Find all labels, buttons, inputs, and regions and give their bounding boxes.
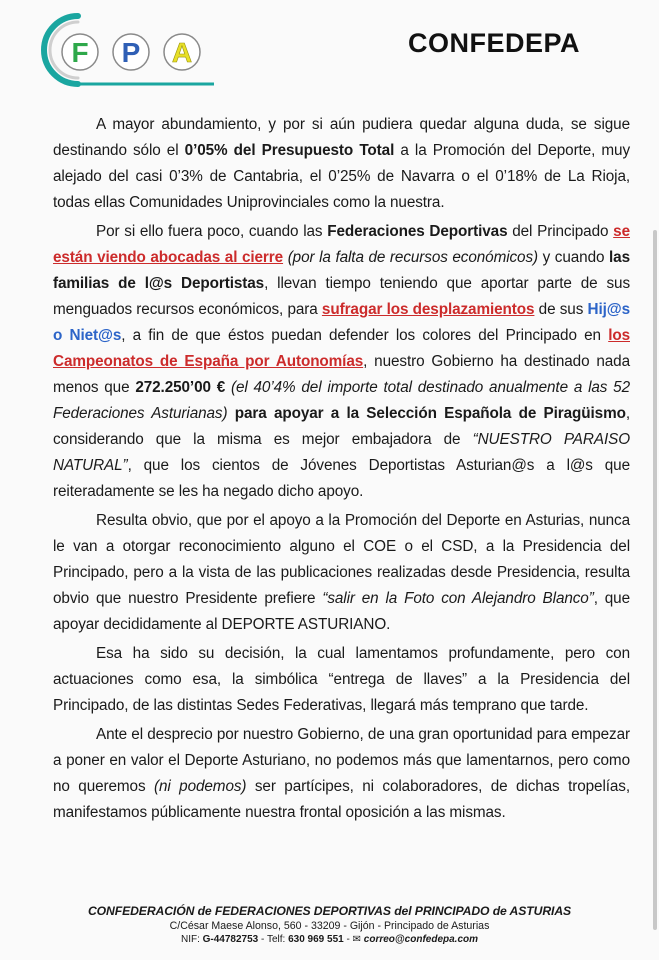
logo-letter-f: F (71, 37, 89, 68)
text-run-red: sufragar los desplazamientos (321, 301, 535, 318)
text-run: Por si ello fuera poco, cuando las (96, 223, 328, 240)
brand-title: CONFEDEPA (408, 28, 581, 58)
text-run: , que apoyar decididamente al DEPORTE ASTURIANO. (53, 590, 630, 633)
nif-value: G-44782753 (202, 934, 259, 945)
mail-icon: ✉ (352, 934, 362, 945)
footer-contact (0, 934, 659, 945)
letter-body (53, 112, 630, 829)
text-run: Esa ha sido su decisión, la cual lamentamos profundamente, pero con actuaciones como esa, la simbólica “entrega de llaves” a la Presidencia del Principado, de las distintas Sedes Federativas, llegará más temprano que tarde. (53, 645, 630, 714)
paragraph-5 (53, 722, 630, 826)
text-run-b: para apoyar a la Selección Española de Piragüismo (234, 405, 626, 422)
text-run: , considerando que la misma es mejor embajadora de (53, 405, 630, 448)
text-run-b: 272.250’00 € (135, 379, 226, 396)
footer (0, 904, 659, 945)
logo-letter-p: P (121, 37, 141, 68)
text-run-red: los Campeonatos de España por Autonomías (53, 327, 630, 370)
text-run-b: 0’05% del Presupuesto Total (184, 142, 395, 159)
text-run-red: se están viendo abocadas al cierre (53, 223, 630, 266)
text-run-b: Federaciones Deportivas (327, 223, 508, 240)
text-run: , nuestro Gobierno ha destinado nada menos que (53, 353, 630, 396)
text-run: Resulta obvio, que por el apoyo a la Promoción del Deporte en Asturias, nunca le van a otorgar reconocimiento alguno el COE o el CSD, a la Presidencia del Principado, pero a la vista de las publicaciones realizadas desde Presidencia, resulta obvio que nuestro Presidente prefiere (53, 512, 630, 607)
text-run: A mayor abundamiento, y por si aún pudiera quedar alguna duda, se sigue destinando sólo el (53, 116, 630, 159)
text-run: de sus (534, 301, 588, 318)
tel-label: - Telf: (261, 934, 286, 945)
text-run-b: las familias de l@s Deportistas (53, 249, 630, 292)
paragraph-1 (53, 112, 630, 216)
text-run (227, 405, 234, 422)
text-run-i: (el 40’4% del importe total destinado anualmente a las 52 Federaciones Asturianas) (53, 379, 630, 422)
email-link[interactable]: correo@confedepa.com (363, 934, 479, 945)
text-run: , llevan tiempo teniendo que aportar parte de sus menguados recursos económicos, para (53, 275, 630, 318)
text-run-blue: Hij@s o Niet@s (53, 301, 630, 344)
footer-address: C/César Maese Alonso, 560 - 33209 - Gijón - Principado de Asturias (169, 920, 490, 932)
text-run: , a fin de que éstos puedan defender los colores del Principado en (121, 327, 609, 344)
text-run: Ante el desprecio por nuestro Gobierno, de una gran oportunidad para empezar a poner en valor el Deporte Asturiano, no podemos más que lamentarnos, pero como no queremos (53, 726, 630, 795)
text-run: y cuando (538, 249, 610, 266)
text-run-i: “salir en la Foto con Alejandro Blanco” (322, 590, 594, 607)
text-run-i: (ni podemos) (154, 778, 247, 795)
text-run: a la Promoción del Deporte, muy alejado del casi 0’3% de Cantabria, el 0’25% de Navarra o el 0’18% de La Rioja, todas ellas Comunidades Uniprovinciales como la nuestra. (53, 142, 631, 211)
fpa-logo (34, 8, 234, 92)
logo-letter-a: A (171, 37, 193, 68)
paragraph-3 (53, 508, 630, 638)
text-run-i: “NUESTRO PARAISO NATURAL” (53, 431, 631, 474)
text-run: , que los cientos de Jóvenes Deportistas Asturian@s a l@s que reiteradamente se les ha negado dicho apoyo. (53, 457, 630, 500)
text-run: ser partícipes, ni colaboradores, de dichas tropelías, manifestamos públicamente nuestra frontal oposición a las mismas. (53, 778, 631, 821)
footer-organization: CONFEDERACIÓN de FEDERACIONES DEPORTIVAS del PRINCIPADO de ASTURIAS (87, 904, 572, 918)
tel-value: 630 969 551 (288, 934, 344, 945)
paragraph-4 (53, 641, 630, 719)
text-run: del Principado (507, 223, 614, 240)
nif-label: NIF: (180, 934, 200, 945)
paragraph-2 (53, 219, 630, 505)
scrollbar[interactable] (653, 230, 657, 930)
separator: - (346, 934, 350, 945)
text-run-i: (por la falta de recursos económicos) (287, 249, 539, 266)
